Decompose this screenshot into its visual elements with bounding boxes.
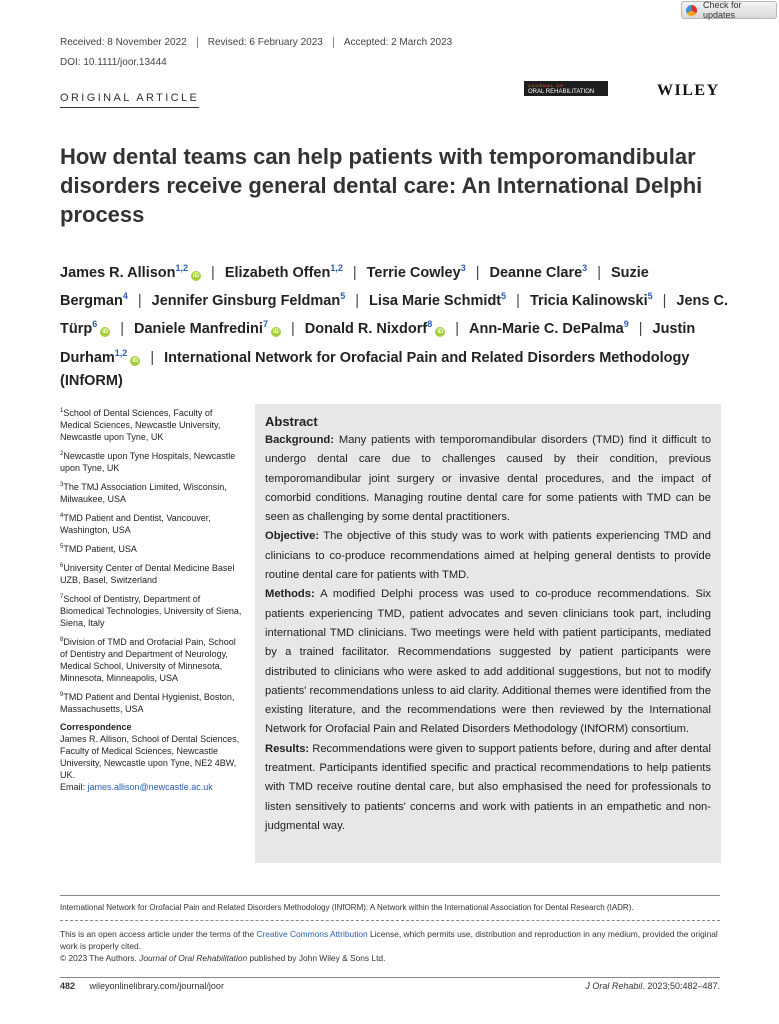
author-name: Deanne Clare xyxy=(489,264,583,281)
affiliation-number: 5 xyxy=(60,544,64,550)
abstract-section xyxy=(265,585,711,739)
author-name: Donald R. Nixdorf xyxy=(304,321,428,338)
affiliation-item xyxy=(60,510,245,536)
orcid-icon[interactable]: iD xyxy=(102,329,109,336)
orcid-icon[interactable]: iD xyxy=(132,357,139,364)
author-affiliation-ref: 1,2 xyxy=(114,347,128,358)
accepted-date: Accepted: 2 March 2023 xyxy=(333,37,462,48)
author-separator: | xyxy=(638,321,643,338)
affiliation-text: Newcastle upon Tyne Hospitals, Newcastle upon Tyne, UK xyxy=(60,451,236,473)
affiliation-number: 8 xyxy=(60,637,64,643)
abstract-section-label: Methods: xyxy=(265,588,315,601)
affiliation-text: The TMJ Association Limited, Wisconsin, Milwaukee, USA xyxy=(60,482,227,504)
abstract-section xyxy=(265,527,711,585)
citation: J Oral Rehabil. 2023;50:482–487. xyxy=(585,981,720,991)
affiliation-item xyxy=(60,541,245,555)
author-separator: | xyxy=(137,293,142,310)
affiliation-number: 9 xyxy=(60,692,64,698)
author-affiliation-ref: 1,2 xyxy=(330,263,343,273)
abstract-section-text: A modified Delphi process was used to co-produce recommendations. Six patients experiencing TMD, patient advocates and seven clinicians took part, including international TMD clinicians. Two meetings were held with patient participants, mediated by a trained facilitator. Recommendations suggested by patient participants were distributed to clinicians who were asked to add additional suggestions, but not to modify patients' recommendations unless to aid clarity. Additional themes were identified from the existing literature, and the recommendations were then reviewed by the International Network for Orofacial Pain and Related Disorders Methodology (INfORM) consortium. xyxy=(265,588,711,736)
author-separator: | xyxy=(516,293,520,310)
author-affiliation-ref: 3 xyxy=(582,263,588,273)
author[interactable] xyxy=(530,293,653,309)
author[interactable] xyxy=(367,265,466,281)
affiliation-text: University Center of Dental Medicine Basel UZB, Basel, Switzerland xyxy=(60,563,235,585)
affiliation-item xyxy=(60,448,245,474)
abstract-section-label: Background: xyxy=(265,434,334,446)
author-name: Ann-Marie C. DePalma xyxy=(468,321,624,338)
author[interactable] xyxy=(134,321,281,337)
author-name: Jennifer Ginsburg Feldman xyxy=(151,293,341,310)
author-affiliation-ref: 6 xyxy=(92,319,98,330)
journal-url[interactable]: wileyonlinelibrary.com/journal/joor xyxy=(89,981,224,991)
author[interactable] xyxy=(305,321,445,337)
author[interactable] xyxy=(225,265,343,281)
affiliation-number: 3 xyxy=(60,482,64,488)
abstract-section-text: Recommendations were given to support patients before, during and after dental treatment. Participants identified specific and practical recommendations to help patients with TMD receive routine dental care, but also emphasised the need for professionals to listen sensitively to patients' concerns and work with patients in an empathetic and non-judgmental way. xyxy=(265,742,711,832)
network-footnote: International Network for Orofacial Pain and Related Disorders Methodology (INfORM): A Network within the International Association for Dental Research (IADR). xyxy=(60,895,720,912)
article-dates xyxy=(60,37,462,48)
orcid-icon[interactable]: iD xyxy=(272,329,279,336)
author[interactable] xyxy=(469,321,629,337)
page-number: 482 xyxy=(60,981,76,991)
affiliation-item xyxy=(60,405,245,443)
affiliation-item xyxy=(60,634,245,684)
author-separator: | xyxy=(475,264,480,281)
affiliation-item xyxy=(60,479,245,505)
author-name: Lisa Marie Schmidt xyxy=(368,293,502,310)
affiliation-text: TMD Patient, USA xyxy=(63,544,137,554)
crossmark-icon xyxy=(686,5,697,16)
correspondence-text: James R. Allison, School of Dental Sciences, Faculty of Medical Sciences, Newcastle University, Newcastle upon Tyne, NE2 4BW, UK. Email: james.allison@newcastle.ac.uk xyxy=(60,734,240,792)
correspondence-heading: Correspondence xyxy=(60,722,132,732)
affiliation-text: School of Dental Sciences, Faculty of Medical Sciences, Newcastle University, Newcastle upon Tyne, UK xyxy=(60,408,221,442)
journal-logo-name: ORAL REHABILITATION xyxy=(528,89,595,95)
author[interactable] xyxy=(489,265,587,281)
author[interactable] xyxy=(60,265,201,281)
journal-logo xyxy=(524,81,608,96)
author[interactable] xyxy=(369,293,506,309)
author-separator: | xyxy=(355,293,359,310)
abstract-heading: Abstract xyxy=(265,414,318,429)
author-name: Tricia Kalinowski xyxy=(529,293,648,310)
license-notice: This is an open access article under the terms of the Creative Commons Attribution License, which permits use, distribution and reproduction in any medium, provided the original work is properly cited. © 2023 The Authors. Journal of Oral Rehabilitation published by John Wiley & Sons Ltd. xyxy=(60,920,720,964)
author-name: Justin Durham xyxy=(60,321,696,366)
affiliation-text: School of Dentistry, Department of Biomedical Technologies, University of Siena, Siena, Italy xyxy=(60,594,242,628)
affiliation-item xyxy=(60,591,245,629)
affiliation-text: TMD Patient and Dental Hygienist, Boston, Massachusetts, USA xyxy=(60,692,235,714)
author-affiliation-ref: 5 xyxy=(501,291,507,302)
affiliations xyxy=(60,405,245,793)
author-affiliation-ref: 4 xyxy=(122,291,128,302)
author-affiliation-ref: 1,2 xyxy=(175,263,189,273)
journal-logo-top: JOURNAL OF xyxy=(528,83,564,88)
author-separator: | xyxy=(597,264,601,281)
affiliation-text: Division of TMD and Orofacial Pain, School of Dentistry and Department of Neurology, Medical School, University of Minnesota, Minnesota, Minneapolis, USA xyxy=(60,637,236,683)
affiliation-item xyxy=(60,560,245,586)
author-affiliation-ref: 3 xyxy=(460,263,466,273)
affiliation-item xyxy=(60,689,245,715)
author-affiliation-ref: 5 xyxy=(340,291,346,302)
affiliation-number: 4 xyxy=(60,513,64,519)
revised-date: Revised: 6 February 2023 xyxy=(197,37,333,48)
abstract-section-text: Many patients with temporomandibular disorders (TMD) find it difficult to undergo dental care due to challenges caused by their condition, previous temporomandibular joint surgery or invasive dental procedures, and the impact of comorbid conditions. Managing routine dental care for some patients with TMD can be seen as challenging by some dental practitioners. xyxy=(265,434,711,524)
check-for-updates-label: Check for updates xyxy=(703,0,742,20)
author-affiliation-ref: 9 xyxy=(623,319,629,330)
author-list xyxy=(60,257,740,393)
author-affiliation-ref: 7 xyxy=(262,319,268,330)
received-date: Received: 8 November 2022 xyxy=(60,37,187,48)
orcid-icon[interactable]: iD xyxy=(193,272,200,279)
author-name: Terrie Cowley xyxy=(366,264,461,281)
author-name: James R. Allison xyxy=(60,264,176,281)
author-name: Daniele Manfredini xyxy=(134,321,263,338)
author-name: Elizabeth Offen xyxy=(224,264,331,281)
affiliation-number: 6 xyxy=(60,563,64,569)
abstract-section-label: Results: xyxy=(265,742,310,755)
abstract-section-text: The objective of this study was to work with patients experiencing TMD and clinicians to co-produce recommendations aimed at helping general dentists to provide routine dental care for patients with TMD. xyxy=(265,530,711,582)
author-separator: | xyxy=(120,321,125,338)
affiliation-number: 2 xyxy=(60,451,64,457)
abstract-box xyxy=(255,404,721,863)
paper-title: How dental teams can help patients with temporomandibular disorders receive general dental care: An International Delphi process xyxy=(60,144,703,227)
page-footer xyxy=(60,977,720,991)
author-name: International Network for Orofacial Pain and Related Disorders Methodology (INfORM) xyxy=(60,349,690,389)
doi[interactable]: DOI: 10.1111/joor.13444 xyxy=(60,57,167,68)
author-separator: | xyxy=(455,321,459,338)
author-name: Jens C. Türp xyxy=(60,293,728,338)
correspondence-email-link[interactable]: james.allison@newcastle.ac.uk xyxy=(87,782,213,792)
author-name: Suzie Bergman xyxy=(60,264,649,310)
affiliation-number: 7 xyxy=(60,594,64,600)
author-separator: | xyxy=(211,264,215,281)
article-type: ORIGINAL ARTICLE xyxy=(60,92,199,108)
creative-commons-link[interactable]: Creative Commons Attribution xyxy=(256,929,368,939)
author-separator: | xyxy=(662,293,667,310)
author-separator: | xyxy=(290,321,295,338)
check-for-updates-button[interactable] xyxy=(681,1,777,19)
orcid-icon[interactable]: iD xyxy=(437,329,444,336)
abstract-section xyxy=(265,740,711,836)
affiliation-text: TMD Patient and Dentist, Vancouver, Washington, USA xyxy=(60,513,211,535)
author-affiliation-ref: 8 xyxy=(427,319,433,330)
publisher-logo: WILEY xyxy=(657,82,720,99)
author[interactable] xyxy=(152,293,346,309)
affiliation-number: 1 xyxy=(60,408,64,414)
author-affiliation-ref: 5 xyxy=(647,291,653,302)
abstract-section-label: Objective: xyxy=(265,530,320,543)
author-separator: | xyxy=(352,264,357,281)
author-separator: | xyxy=(150,349,155,366)
abstract-section xyxy=(265,431,711,527)
